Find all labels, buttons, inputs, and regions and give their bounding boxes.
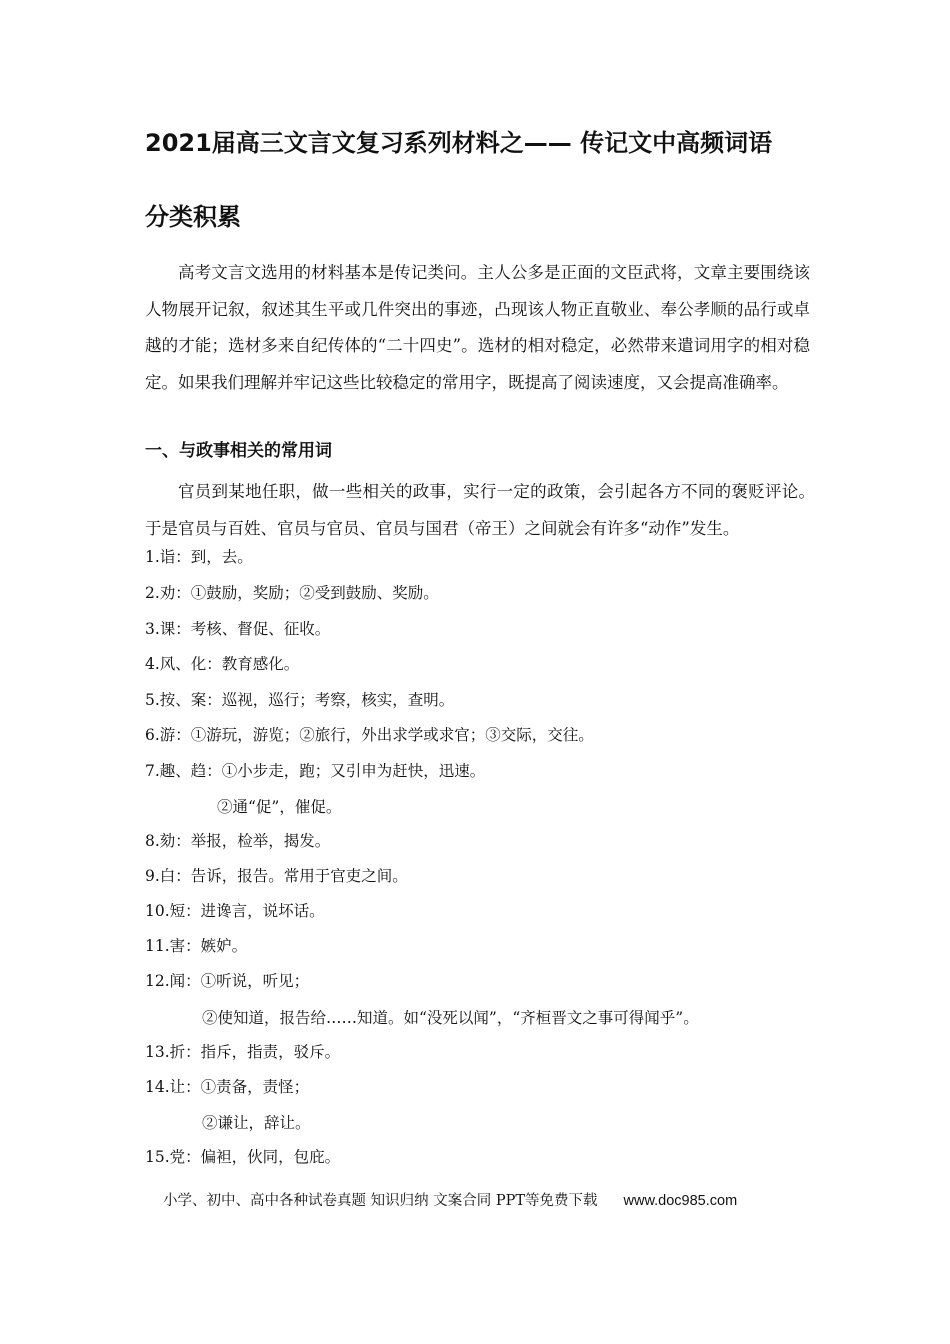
document-title-line2: 分类积累: [145, 203, 241, 231]
list-item-continuation: ②使知道，报告给……知道。如“没死以闻”，“齐桓晋文之事可得闻乎”。: [202, 1009, 699, 1027]
footer-text: 小学、初中、高中各种试卷真题 知识归纳 文案合同 PPT等免费下载: [163, 1193, 598, 1209]
footer-link[interactable]: www.doc985.com: [623, 1193, 738, 1209]
list-item: 4.风、化：教育感化。: [145, 655, 300, 673]
list-item: 3.课：考核、督促、征收。: [145, 620, 331, 638]
list-item: 5.按、案：巡视，巡行；考察，核实，查明。: [145, 691, 455, 709]
section-heading: 一、与政事相关的常用词: [145, 441, 332, 461]
list-item: 9.白：告诉，报告。常用于官吏之间。: [145, 867, 408, 885]
list-item: 15.党：偏袒，伙同，包庇。: [145, 1148, 341, 1166]
document-title-line1: 2021届高三文言文复习系列材料之—— 传记文中高频词语: [145, 129, 773, 157]
list-item: 10.短：进谗言，说坏话。: [145, 902, 325, 920]
page-footer: [163, 1190, 737, 1212]
list-item-continuation: ②通“促”，催促。: [217, 798, 342, 816]
list-item: 11.害：嫉妒。: [145, 937, 248, 955]
list-item: 14.让：①责备，责怪；: [145, 1078, 310, 1096]
list-item: 13.折：指斥，指责，驳斥。: [145, 1043, 341, 1061]
list-item: 7.趣、趋：①小步走，跑；又引申为赶快，迅速。: [145, 762, 486, 780]
list-item: 6.游：①游玩，游览；②旅行，外出求学或求官；③交际，交往。: [145, 726, 594, 744]
intro-paragraph: 高考文言文选用的材料基本是传记类问。主人公多是正面的文臣武将，文章主要围绕该人物展开记叙，叙述其生平或几件突出的事迹，凸现该人物正直敬业、奉公孝顺的品行或卓越的才能；选材多来自纪传体的“二十四史”。选材的相对稳定，必然带来遣词用字的相对稳定。如果我们理解并牢记这些比较稳定的常用字，既提高了阅读速度，又会提高准确率。: [145, 263, 810, 392]
list-item: 2.劝：①鼓励，奖励；②受到鼓励、奖励。: [145, 584, 439, 602]
list-item: 1.诣：到，去。: [145, 548, 253, 566]
list-item: 8.劾：举报，检举，揭发。: [145, 832, 331, 850]
list-item-continuation: ②谦让，辞让。: [202, 1114, 311, 1132]
list-item: 12.闻：①听说，听见；: [145, 972, 310, 990]
section-paragraph: 官员到某地任职，做一些相关的政事，实行一定的政策，会引起各方不同的褒贬评论。于是官员与百姓、官员与官员、官员与国君（帝王）之间就会有许多“动作”发生。: [145, 482, 815, 538]
